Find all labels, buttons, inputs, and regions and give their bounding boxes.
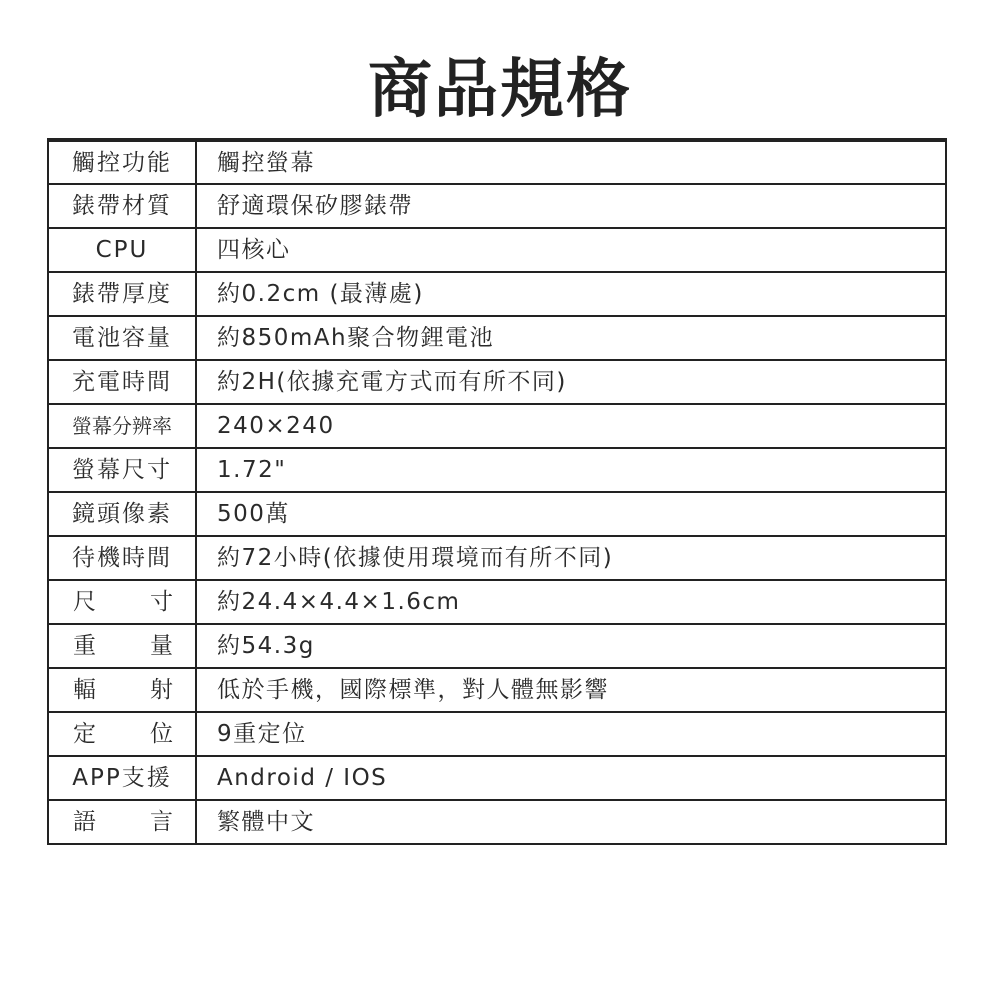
spec-value-language: 繁體中文: [196, 800, 946, 844]
spec-value-battery: 約850mAh聚合物鋰電池: [196, 316, 946, 360]
table-row: [48, 404, 946, 448]
spec-label-dimensions: 尺 寸: [48, 580, 196, 624]
spec-value-weight: 約54.3g: [196, 624, 946, 668]
spec-value-radiation: 低於手機，國際標準，對人體無影響: [196, 668, 946, 712]
spec-value-strap-thickness: 約0.2cm (最薄處): [196, 272, 946, 316]
spec-value-resolution: 240×240: [196, 404, 946, 448]
spec-value-strap-material: 舒適環保矽膠錶帶: [196, 184, 946, 228]
spec-label-app-support: APP支援: [48, 756, 196, 800]
spec-label-charge-time: 充電時間: [48, 360, 196, 404]
table-row: [48, 272, 946, 316]
spec-value-standby: 約72小時(依據使用環境而有所不同): [196, 536, 946, 580]
spec-label-resolution: 螢幕分辨率: [48, 404, 196, 448]
table-row: [48, 140, 946, 184]
table-row: [48, 668, 946, 712]
spec-label-battery: 電池容量: [48, 316, 196, 360]
table-row: [48, 624, 946, 668]
spec-label-positioning: 定 位: [48, 712, 196, 756]
table-row: [48, 492, 946, 536]
table-row: [48, 360, 946, 404]
page-title: 商品規格: [368, 53, 632, 127]
spec-table: [47, 138, 947, 845]
spec-value-dimensions: 約24.4×4.4×1.6cm: [196, 580, 946, 624]
spec-label-cpu: CPU: [48, 228, 196, 272]
table-row: [48, 448, 946, 492]
spec-value-touch: 觸控螢幕: [196, 140, 946, 184]
spec-value-charge-time: 約2H(依據充電方式而有所不同): [196, 360, 946, 404]
spec-value-positioning: 9重定位: [196, 712, 946, 756]
spec-value-app-support: Android / IOS: [196, 756, 946, 800]
spec-label-camera: 鏡頭像素: [48, 492, 196, 536]
table-row: [48, 580, 946, 624]
spec-label-radiation: 輻 射: [48, 668, 196, 712]
spec-value-cpu: 四核心: [196, 228, 946, 272]
spec-label-touch: 觸控功能: [48, 140, 196, 184]
table-row: [48, 536, 946, 580]
spec-label-standby: 待機時間: [48, 536, 196, 580]
table-row: [48, 712, 946, 756]
table-row: [48, 800, 946, 844]
table-row: [48, 756, 946, 800]
spec-label-language: 語 言: [48, 800, 196, 844]
spec-label-strap-thickness: 錶帶厚度: [48, 272, 196, 316]
spec-label-weight: 重 量: [48, 624, 196, 668]
spec-value-camera: 500萬: [196, 492, 946, 536]
table-row: [48, 228, 946, 272]
table-row: [48, 316, 946, 360]
spec-label-strap-material: 錶帶材質: [48, 184, 196, 228]
table-row: [48, 184, 946, 228]
spec-value-screen-size: 1.72": [196, 448, 946, 492]
spec-label-screen-size: 螢幕尺寸: [48, 448, 196, 492]
